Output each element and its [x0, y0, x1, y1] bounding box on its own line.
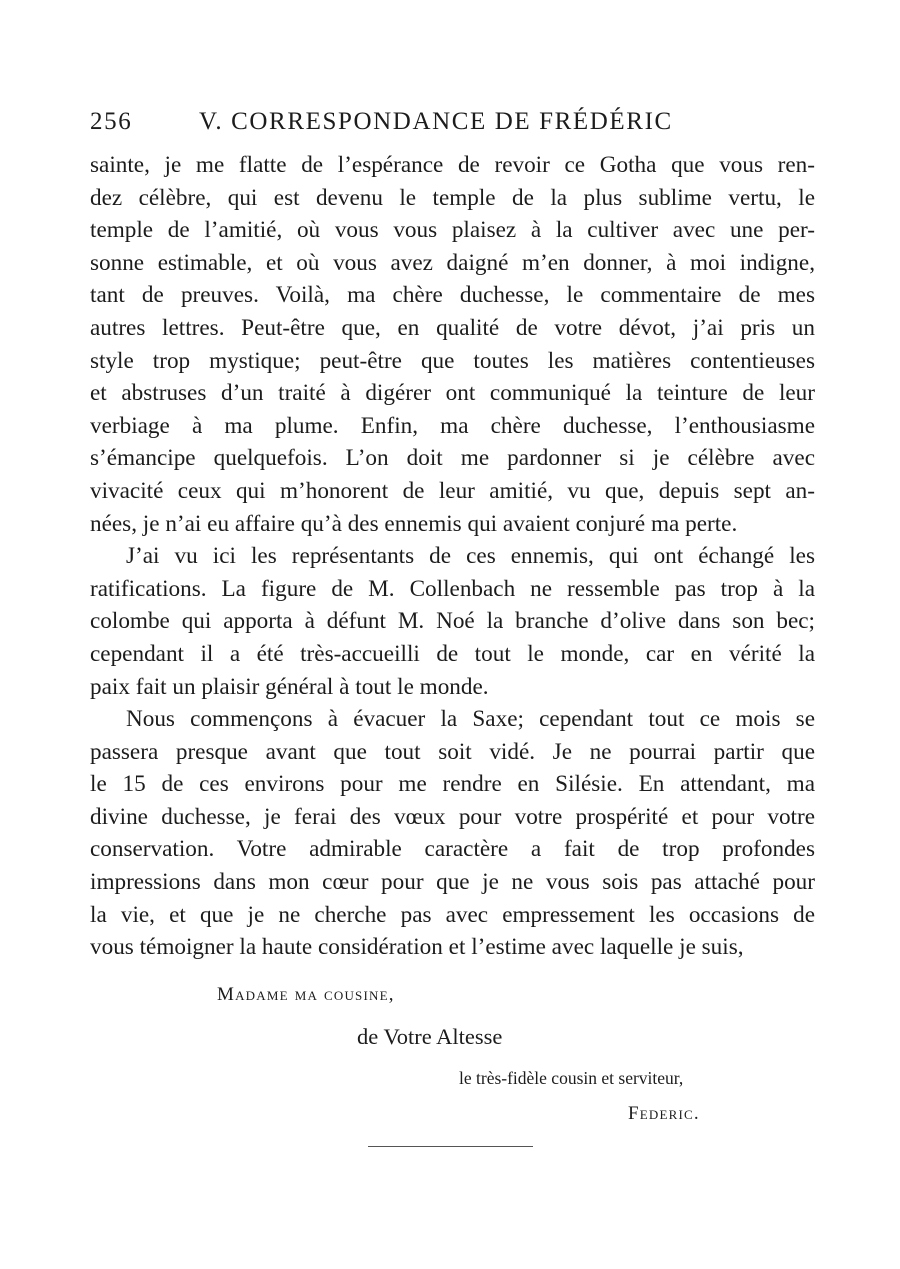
text-line: J’ai vu ici les représentants de ces ennemis, qui ont échangé les — [126, 543, 815, 570]
text-line: style trop mystique; peut-être que toutes les matières contentieuses — [90, 347, 815, 374]
text-line: sonne estimable, et où vous avez daigné m’en donner, à moi indigne, — [90, 249, 815, 276]
paragraph — [90, 540, 815, 703]
letter-body — [90, 149, 815, 964]
text-line: autres lettres. Peut-être que, en qualité de votre dévot, j’ai pris un — [90, 314, 815, 341]
running-head — [90, 108, 820, 144]
text-line: conservation. Votre admirable caractère a fait de trop profondes — [90, 836, 815, 863]
text-line: Nous commençons à évacuer la Saxe; cependant tout ce mois se — [126, 706, 815, 733]
text-line: dez célèbre, qui est devenu le temple de la plus sublime vertu, le — [90, 184, 815, 211]
running-title: V. CORRESPONDANCE DE FRÉDÉRIC — [199, 108, 673, 135]
text-line: cependant il a été très-accueilli de tout le monde, car en vérité la — [90, 640, 815, 667]
text-line: paix fait un plaisir général à tout le monde. — [90, 673, 489, 700]
text-line: tant de preuves. Voilà, ma chère duchesse, le commentaire de mes — [90, 282, 815, 309]
text-line: ratifications. La figure de M. Collenbach ne ressemble pas trop à la — [90, 575, 815, 602]
text-line: s’émancipe quelquefois. L’on doit me pardonner si je célèbre avec — [90, 445, 815, 472]
signature: Federic. — [628, 1103, 700, 1124]
paragraph — [90, 149, 815, 540]
from-line: de Votre Altesse — [357, 1024, 503, 1049]
end-rule — [368, 1146, 533, 1147]
text-line: passera presque avant que tout soit vidé. Je ne pourrai partir que — [90, 738, 815, 765]
text-line: verbiage à ma plume. Enfin, ma chère duchesse, l’enthousiasme — [90, 412, 815, 439]
text-line: nées, je n’ai eu affaire qu’à des ennemis qui avaient conjuré ma perte. — [90, 510, 738, 537]
text-line: temple de l’amitié, où vous vous plaisez à la cultiver avec une per- — [90, 217, 815, 244]
text-line: colombe qui apporta à défunt M. Noé la branche d’olive dans son bec; — [90, 608, 815, 635]
paragraph — [90, 703, 815, 964]
text-line: divine duchesse, je ferai des vœux pour votre prospérité et pour votre — [90, 803, 815, 830]
text-line: la vie, et que je ne cherche pas avec empressement les occasions de — [90, 901, 815, 928]
text-line: et abstruses d’un traité à digérer ont communiqué la teinture de leur — [90, 380, 815, 407]
servant-line: le très-fidèle cousin et serviteur, — [459, 1068, 684, 1088]
text-line: sainte, je me flatte de l’espérance de revoir ce Gotha que vous ren- — [90, 152, 815, 178]
text-line: vivacité ceux qui m’honorent de leur amitié, vu que, depuis sept an- — [90, 477, 815, 504]
salutation: Madame ma cousine, — [217, 984, 395, 1005]
text-line: impressions dans mon cœur pour que je ne vous sois pas attaché pour — [90, 869, 815, 896]
text-line: vous témoigner la haute considération et l’estime avec laquelle je suis, — [90, 934, 744, 961]
page-number: 256 — [90, 108, 133, 135]
text-line: le 15 de ces environs pour me rendre en Silésie. En attendant, ma — [90, 771, 815, 798]
